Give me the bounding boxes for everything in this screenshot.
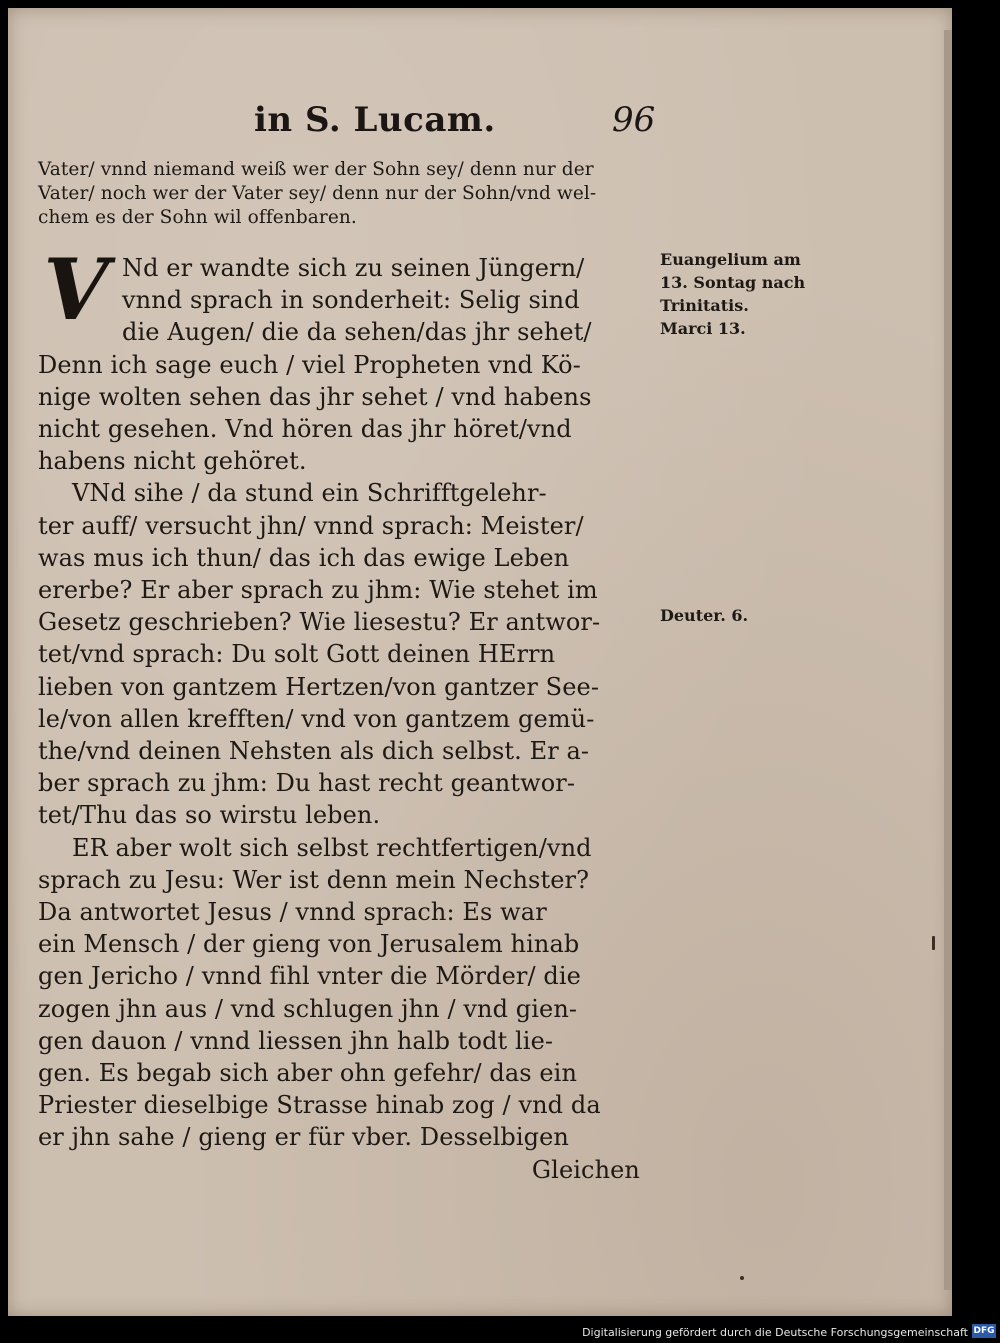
text-line: ter auff/ versucht jhn/ vnnd sprach: Meister/: [38, 511, 584, 540]
margin-note-deuter: Deuter. 6.: [660, 606, 749, 625]
text-line: Nd er wandte sich zu seinen Jüngern/: [122, 254, 585, 282]
text-line: Gesetz geschrieben? Wie liesestu? Er antwor-: [38, 608, 601, 637]
text-line: ein Mensch / der gieng von Jerusalem hinab: [38, 930, 580, 959]
text-line: gen Jericho / vnnd fihl vnter die Mörder/ die: [38, 962, 581, 991]
footer-bar: [0, 1316, 1000, 1343]
text-line: die Augen/ die da sehen/das jhr sehet/: [122, 318, 592, 347]
page-header: [8, 100, 952, 150]
paragraph-2: [38, 477, 650, 831]
continuation-text: [38, 158, 650, 230]
text-line: nige wolten sehen das jhr sehet / vnd habens: [38, 382, 592, 411]
text-line: nicht gesehen. Vnd hören das jhr höret/vnd: [38, 415, 572, 444]
running-head: in S. Lucam.: [254, 100, 496, 140]
paragraph-1: [38, 240, 650, 477]
text-line: habens nicht gehöret.: [38, 447, 307, 476]
text-line: Priester dieselbige Strasse hinab zog / vnd da: [38, 1091, 601, 1120]
text-line: er jhn sahe / gieng er für vber. Desselbigen: [38, 1123, 569, 1152]
text-line: vnnd sprach in sonderheit: Selig sind: [122, 286, 580, 315]
page-number: 96: [612, 100, 656, 140]
text-line: Vater/ noch wer der Vater sey/ denn nur der Sohn/vnd wel-: [38, 183, 597, 204]
margin-note-line: Marci 13.: [660, 319, 746, 338]
text-line: ER aber wolt sich selbst rechtfertigen/vnd: [72, 833, 592, 862]
text-line: chem es der Sohn wil offenbaren.: [38, 207, 357, 228]
text-line: Vater/ vnnd niemand weiß wer der Sohn sey/ denn nur der: [38, 159, 594, 180]
text-line: sprach zu Jesu: Wer ist denn mein Nechster?: [38, 865, 590, 894]
text-line: zogen jhn aus / vnd schlugen jhn / vnd gien-: [38, 994, 578, 1023]
text-line: Da antwortet Jesus / vnnd sprach: Es war: [38, 898, 547, 927]
text-line: ber sprach zu jhm: Du hast recht geantwor-: [38, 769, 576, 798]
ink-speck: [740, 1276, 744, 1280]
text-line: ererbe? Er aber sprach zu jhm: Wie stehet im: [38, 576, 598, 605]
paragraph-3: [38, 832, 650, 1186]
text-line: was mus ich thun/ das ich das ewige Leben: [38, 543, 570, 572]
margin-notes: [660, 248, 830, 625]
body-text: [38, 158, 650, 1186]
catchword: Gleichen: [531, 1155, 640, 1184]
text-line: gen dauon / vnnd liessen jhn halb todt lie-: [38, 1026, 554, 1055]
dfg-logo-icon: DFG: [973, 1326, 995, 1336]
page-edge: [944, 30, 952, 1290]
drop-cap: V: [43, 240, 109, 339]
text-line: the/vnd deinen Nehsten als dich selbst. Er a-: [38, 737, 590, 766]
margin-note-line: 13. Sontag nach: [660, 273, 806, 292]
margin-note-line: Trinitatis.: [660, 296, 749, 315]
book-page: [8, 8, 952, 1316]
text-line: tet/Thu das so wirstu leben.: [38, 801, 381, 830]
text-line: VNd sihe / da stund ein Schrifftgelehr-: [72, 479, 547, 508]
funding-credit: Digitalisierung gefördert durch die Deutsche Forschungsgemeinschaft: [582, 1326, 968, 1339]
text-line: tet/vnd sprach: Du solt Gott deinen HErrn: [38, 640, 556, 669]
text-line: gen. Es begab sich aber ohn gefehr/ das ein: [38, 1059, 578, 1088]
text-line: lieben von gantzem Hertzen/von gantzer See-: [38, 672, 600, 701]
text-line: le/von allen krefften/ vnd von gantzem gemü-: [38, 704, 595, 733]
ink-speck: [932, 936, 935, 950]
margin-note-line: Euangelium am: [660, 250, 801, 269]
text-line: Denn ich sage euch / viel Propheten vnd Kö-: [38, 350, 581, 379]
